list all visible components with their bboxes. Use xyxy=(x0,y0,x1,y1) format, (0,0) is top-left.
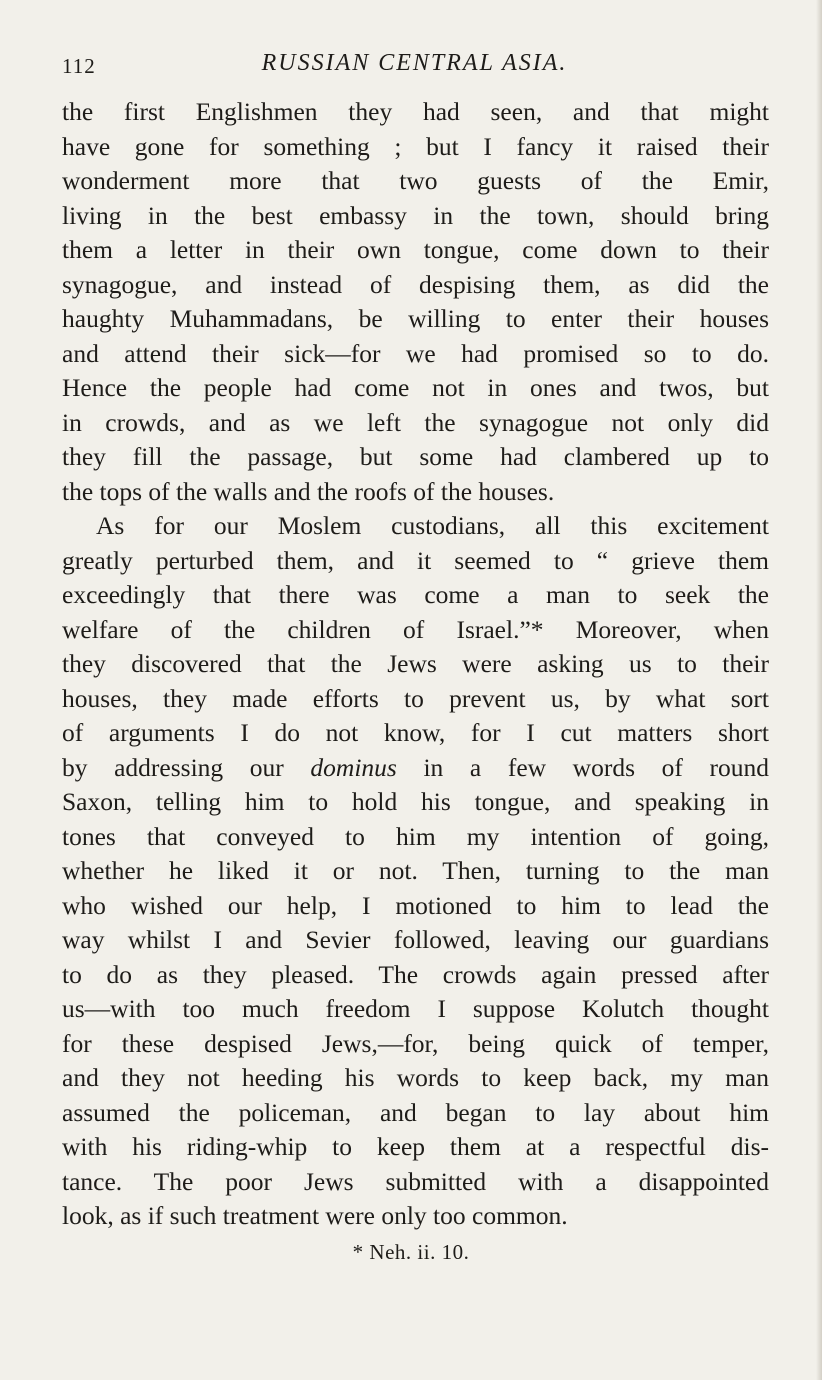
text-line: way whilst I and Sevier followed, leaving our guardians xyxy=(62,925,769,954)
text-line: in crowds, and as we left the synagogue not only did xyxy=(62,407,769,437)
text-line: tones that conveyed to him my intention of going, xyxy=(62,821,769,851)
page-edge xyxy=(816,0,822,1380)
text-line: welfare of the children of Israel.”* Moreover, when xyxy=(62,614,769,644)
text-line: As for our Moslem custodians, all this excitement xyxy=(96,511,769,540)
text-line: living in the best embassy in the town, should bring xyxy=(62,200,769,230)
text-line: Saxon, telling him to hold his tongue, and speaking in xyxy=(62,787,769,816)
text-line: Hence the people had come not in ones and twos, but xyxy=(62,373,769,402)
text-line: look, as if such treatment were only too common. xyxy=(62,1201,568,1230)
text-line: they discovered that the Jews were asking us to their xyxy=(62,649,769,678)
text-line: houses, they made efforts to prevent us, by what sort xyxy=(62,683,769,713)
text-line: the tops of the walls and the roofs of the houses. xyxy=(62,476,555,506)
text-segment: by addressing our xyxy=(62,752,311,782)
page-number: 112 xyxy=(62,54,96,78)
text-line: tance. The poor Jews submitted with a disappointed xyxy=(62,1166,769,1196)
text-line: for these despised Jews,—for, being quick of temper, xyxy=(62,1028,769,1058)
text-line: who wished our help, I motioned to him to lead the xyxy=(62,890,769,920)
text-line: us—with too much freedom I suppose Kolutch thought xyxy=(62,994,769,1023)
text-line: of arguments I do not know, for I cut matters short xyxy=(62,718,769,747)
page-header xyxy=(62,50,767,86)
text-line: have gone for something ; but I fancy it raised their xyxy=(62,131,769,161)
text-line: and attend their sick—for we had promised so to do. xyxy=(62,338,769,368)
text-line: they fill the passage, but some had clambered up to xyxy=(62,442,769,471)
text-line: wonderment more that two guests of the Emir, xyxy=(62,166,769,195)
text-line xyxy=(62,751,769,786)
text-line: haughty Muhammadans, be willing to enter their houses xyxy=(62,304,769,333)
text-line: greatly perturbed them, and it seemed to “ grieve them xyxy=(62,545,769,575)
text-line: exceedingly that there was come a man to seek the xyxy=(62,580,769,609)
text-line: and they not heeding his words to keep back, my man xyxy=(62,1063,769,1092)
footnote: * Neh. ii. 10. xyxy=(352,1240,470,1264)
running-head: RUSSIAN CENTRAL ASIA. xyxy=(261,50,568,76)
text-line: assumed the policeman, and began to lay about him xyxy=(62,1097,769,1127)
text-segment: in a few words of round xyxy=(396,752,769,782)
text-line: them a letter in their own tongue, come down to their xyxy=(62,235,769,264)
italic-word: dominus xyxy=(310,752,397,782)
text-line: the first Englishmen they had seen, and that might xyxy=(62,97,769,126)
text-line: whether he liked it or not. Then, turning to the man xyxy=(62,856,769,885)
text-line: to do as they pleased. The crowds again pressed after xyxy=(62,959,769,989)
text-line: synagogue, and instead of despising them, as did the xyxy=(62,269,769,299)
text-line: with his riding-whip to keep them at a respectful dis- xyxy=(62,1132,769,1161)
body-text xyxy=(62,95,769,1234)
